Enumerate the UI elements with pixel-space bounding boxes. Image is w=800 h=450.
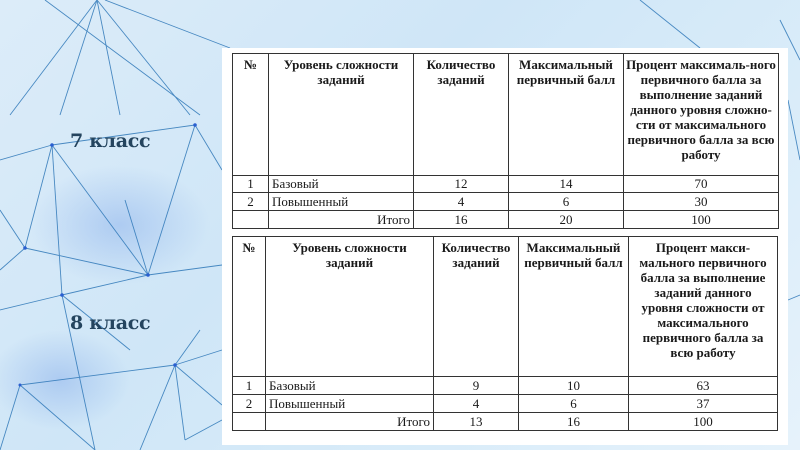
total-max-score: 16 (519, 413, 629, 431)
header-max-score: Максимальный первичный балл (519, 237, 629, 377)
header-num: № (233, 54, 269, 176)
cell-max-score: 10 (519, 377, 629, 395)
total-percent: 100 (624, 211, 779, 229)
cell-max-score: 14 (509, 176, 624, 193)
cell-count: 4 (414, 193, 509, 211)
cell-level: Базовый (266, 377, 434, 395)
header-max-score: Максимальный первичный балл (509, 54, 624, 176)
cell-percent: 30 (624, 193, 779, 211)
cell-empty (233, 211, 269, 229)
grade-7-table (232, 53, 779, 229)
cell-num: 2 (233, 193, 269, 211)
table-row (233, 193, 779, 211)
header-num: № (233, 237, 266, 377)
cell-level: Повышенный (266, 395, 434, 413)
total-percent: 100 (629, 413, 778, 431)
cell-percent: 70 (624, 176, 779, 193)
grade-8-label: 8 класс (70, 312, 151, 334)
grade-7-label: 7 класс (70, 130, 151, 152)
header-count: Количество заданий (414, 54, 509, 176)
total-label: Итого (266, 413, 434, 431)
table-header-row (233, 54, 779, 176)
header-level: Уровень сложности заданий (269, 54, 414, 176)
cell-count: 12 (414, 176, 509, 193)
cell-max-score: 6 (519, 395, 629, 413)
table-row (233, 395, 778, 413)
cell-max-score: 6 (509, 193, 624, 211)
grade-8-table (232, 236, 778, 431)
cell-level: Повышенный (269, 193, 414, 211)
cell-num: 1 (233, 176, 269, 193)
header-count: Количество заданий (434, 237, 519, 377)
table-total-row (233, 413, 778, 431)
total-count: 16 (414, 211, 509, 229)
total-count: 13 (434, 413, 519, 431)
table-header-row (233, 237, 778, 377)
cell-empty (233, 413, 266, 431)
cell-count: 9 (434, 377, 519, 395)
cell-num: 1 (233, 377, 266, 395)
header-percent: Процент максималь-ного первичного балла за выполнение заданий данного уровня сложно-сти от максимального первичного балла за всю работу (624, 54, 779, 176)
cell-count: 4 (434, 395, 519, 413)
table-row (233, 176, 779, 193)
cell-level: Базовый (269, 176, 414, 193)
cell-percent: 63 (629, 377, 778, 395)
cell-percent: 37 (629, 395, 778, 413)
header-level: Уровень сложности заданий (266, 237, 434, 377)
table-row (233, 377, 778, 395)
total-label: Итого (269, 211, 414, 229)
table-total-row (233, 211, 779, 229)
header-percent: Процент макси-мального первичного балла за выполнение заданий данного уровня сложности от максимального первичного балла за всю работу (629, 237, 778, 377)
total-max-score: 20 (509, 211, 624, 229)
cell-num: 2 (233, 395, 266, 413)
